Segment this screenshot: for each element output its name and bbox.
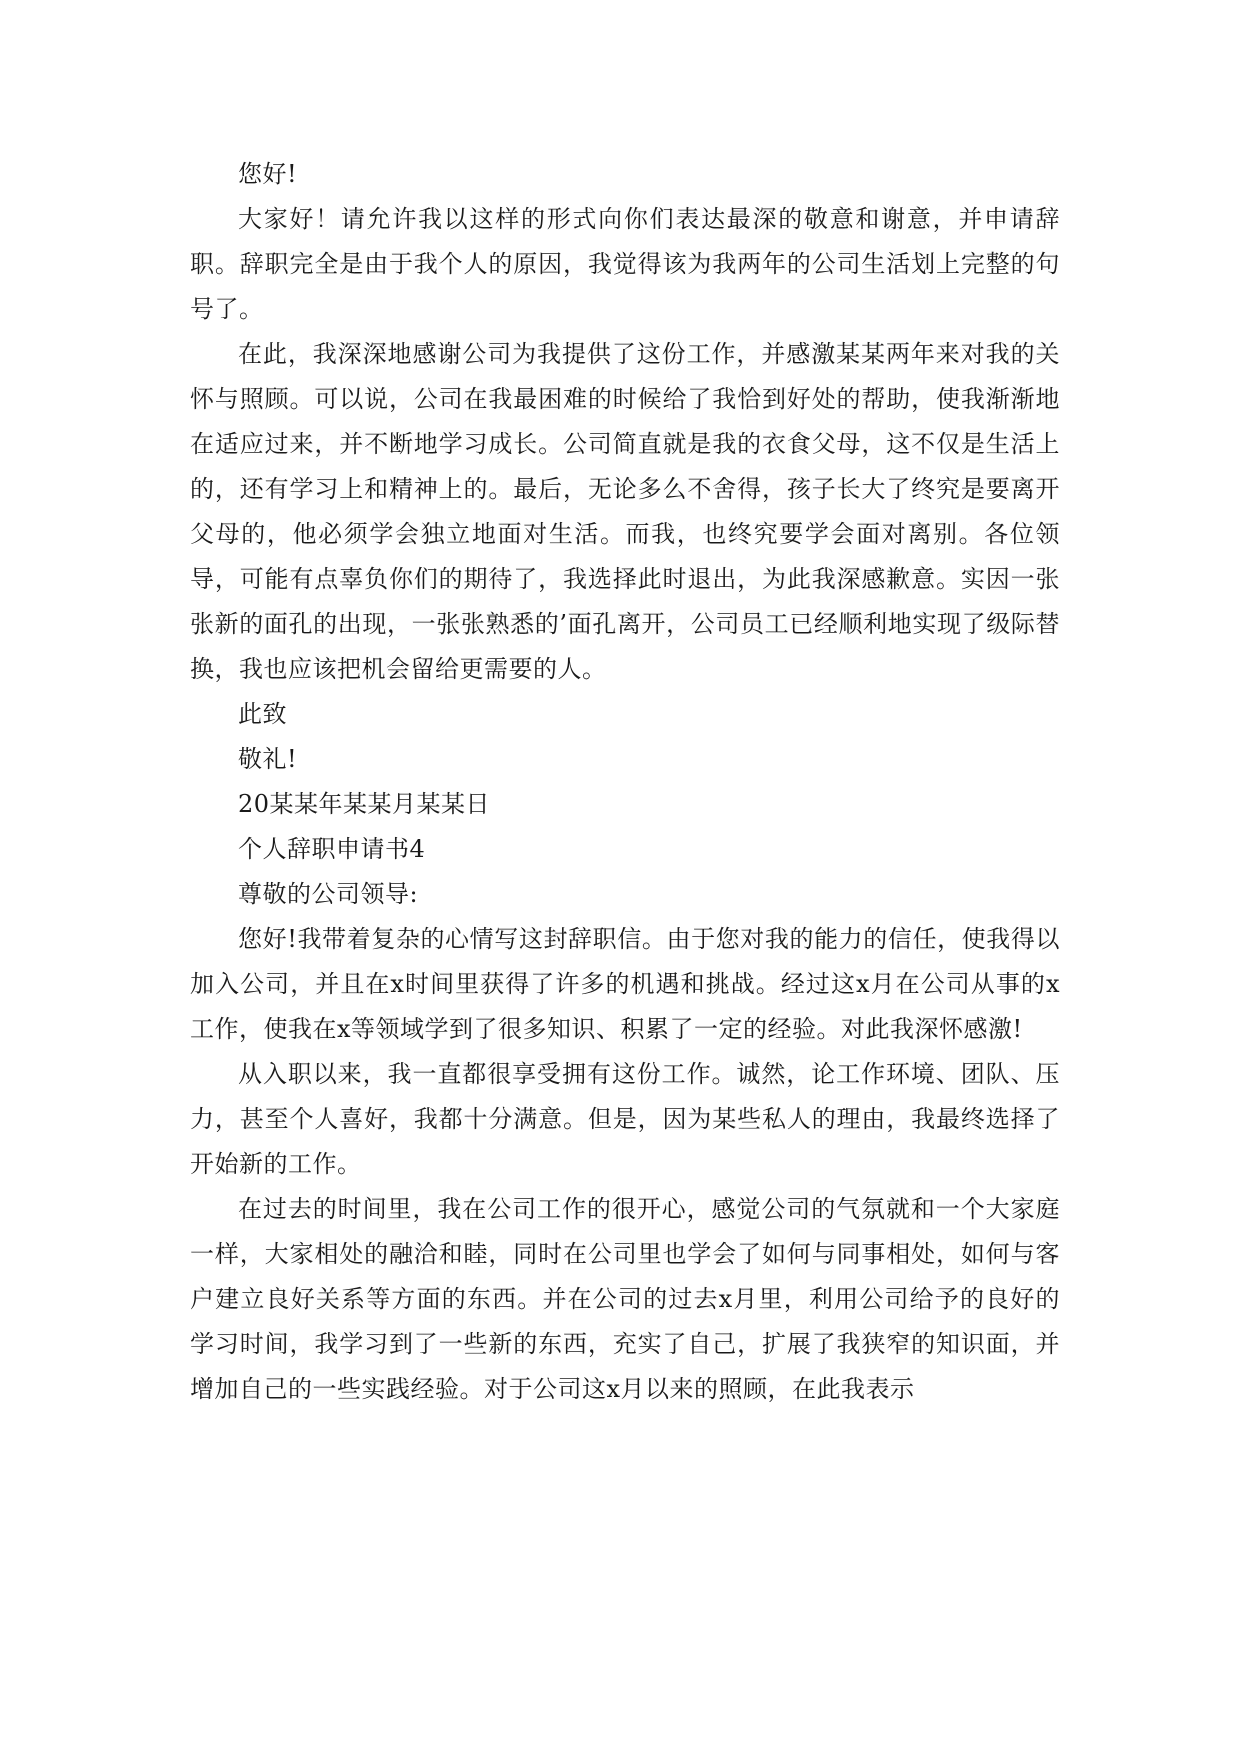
greeting: 您好! — [238, 160, 298, 188]
paragraph-2: 在此，我深深地感谢公司为我提供了这份工作，并感激某某两年来对我的关怀与照顾。可以说，公司在我最困难的时候给了我恰到好处的帮助，使我渐渐地在适应过来，并不断地学习成长。公司简直就是我的衣食父母，这不仅是生活上的，还有学习上和精神上的。最后，无论多么不舍得，孩子长大了终究是要离开父母的，他必须学会独立地面对生活。而我，也终究要学会面对离别。各位领导，可能有点辜负你们的期待了，我选择此时退出，为此我深感歉意。实因一张张新的面孔的出现，一张张熟悉的’面孔离开，公司员工已经顺利地实现了级际替换，我也应该把机会留给更需要的人。 — [190, 340, 1060, 683]
section-title: 个人辞职申请书4 — [238, 835, 426, 863]
salutation: 尊敬的公司领导: — [238, 880, 419, 908]
paragraph-4: 从入职以来，我一直都很享受拥有这份工作。诚然，论工作环境、团队、压力，甚至个人喜好，我都十分满意。但是，因为某些私人的理由，我最终选择了开始新的工作。 — [190, 1060, 1060, 1178]
closing-line-2: 敬礼! — [238, 745, 298, 773]
closing-line-1: 此致 — [238, 700, 287, 728]
document-body — [190, 152, 1060, 1412]
paragraph-1: 大家好！请允许我以这样的形式向你们表达最深的敬意和谢意，并申请辞职。辞职完全是由于我个人的原因，我觉得该为我两年的公司生活划上完整的句号了。 — [190, 205, 1060, 323]
paragraph-3: 您好!我带着复杂的心情写这封辞职信。由于您对我的能力的信任，使我得以加入公司，并且在x时间里获得了许多的机遇和挑战。经过这x月在公司从事的x工作，使我在x等领域学到了很多知识、积累了一定的经验。对此我深怀感激! — [190, 925, 1060, 1043]
date-line: 20某某年某某月某某日 — [238, 790, 491, 818]
paragraph-5: 在过去的时间里，我在公司工作的很开心，感觉公司的气氛就和一个大家庭一样，大家相处的融洽和睦，同时在公司里也学会了如何与同事相处，如何与客户建立良好关系等方面的东西。并在公司的过去x月里，利用公司给予的良好的学习时间，我学习到了一些新的东西，充实了自己，扩展了我狭窄的知识面，并增加自己的一些实践经验。对于公司这x月以来的照顾，在此我表示 — [190, 1195, 1060, 1403]
